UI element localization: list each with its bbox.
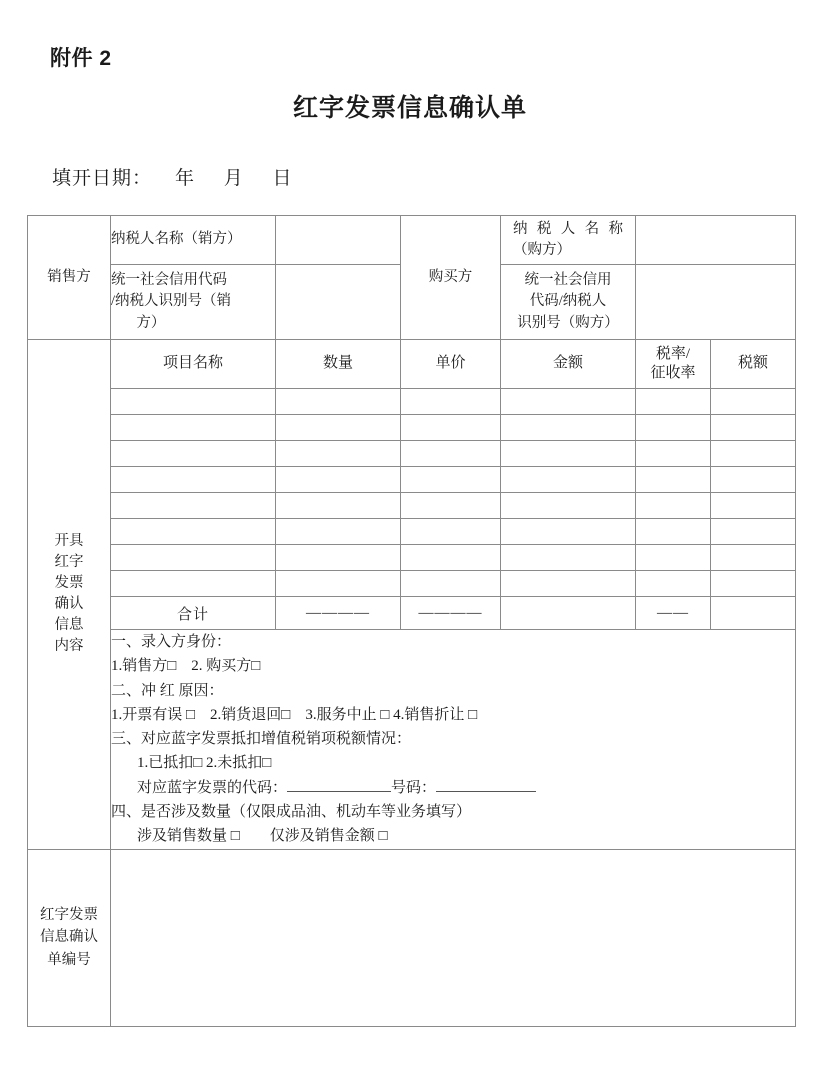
cell-tax-amount[interactable]: [711, 467, 796, 493]
notes-line-3: 二、冲 红 原因：: [111, 682, 224, 699]
cell-item-name[interactable]: [111, 467, 276, 493]
cell-item-name[interactable]: [111, 519, 276, 545]
table-row: [28, 467, 796, 493]
notes-line-8: 四、是否涉及数量（仅限成品油、机动车等业务填写）: [111, 804, 472, 821]
column-header-quantity: 数量: [276, 340, 401, 389]
notes-block: [111, 630, 796, 850]
cell-amount[interactable]: [501, 415, 636, 441]
table-row: [28, 389, 796, 415]
seller-name-label: 纳税人名称（销方）: [111, 216, 276, 265]
cell-amount[interactable]: [501, 389, 636, 415]
cell-tax-rate[interactable]: [636, 389, 711, 415]
cell-tax-rate[interactable]: [636, 519, 711, 545]
table-row: [28, 519, 796, 545]
cell-tax-amount[interactable]: [711, 441, 796, 467]
column-header-tax-amount: 税额: [711, 340, 796, 389]
notes-line-4[interactable]: 1.开票有误 □ 2.销货退回□ 3.服务中止 □ 4.销售折让 □: [111, 706, 478, 723]
cell-quantity[interactable]: [276, 493, 401, 519]
cell-quantity[interactable]: [276, 571, 401, 597]
cell-tax-rate[interactable]: [636, 415, 711, 441]
cell-amount[interactable]: [501, 493, 636, 519]
notes-line-1: 一、录入方身份：: [111, 634, 232, 650]
cell-quantity[interactable]: [276, 467, 401, 493]
tax-rate-header-line2: 征收率: [650, 365, 696, 381]
seller-id-label: 统一社会信用代码 /纳税人识别号（销 方）: [111, 265, 276, 340]
blue-invoice-code-label: 对应蓝字发票的代码：: [137, 779, 288, 796]
notes-line-6[interactable]: 1.已抵扣□ 2.未抵扣□: [137, 755, 272, 772]
cell-quantity[interactable]: [276, 415, 401, 441]
cell-item-name[interactable]: [111, 545, 276, 571]
cell-quantity[interactable]: [276, 545, 401, 571]
cell-item-name[interactable]: [111, 415, 276, 441]
total-label: 合计: [111, 597, 276, 630]
table-row: [28, 545, 796, 571]
table-row: [28, 415, 796, 441]
confirmation-label-line-1: 信息确认: [40, 929, 98, 946]
column-header-unit-price: 单价: [401, 340, 501, 389]
cell-tax-rate[interactable]: [636, 467, 711, 493]
buyer-name-value[interactable]: [636, 216, 796, 265]
cell-item-name[interactable]: [111, 441, 276, 467]
cell-unit-price[interactable]: [401, 467, 501, 493]
seller-name-row: [28, 216, 796, 265]
blue-invoice-number-input[interactable]: [436, 777, 536, 792]
item-header-row: [28, 340, 796, 389]
content-label-line-5: 内容: [54, 638, 84, 655]
notes-row: [28, 630, 796, 850]
buyer-id-label: [501, 265, 636, 340]
table-row: [28, 493, 796, 519]
column-header-tax-rate: [636, 340, 711, 389]
buyer-id-value[interactable]: [636, 265, 796, 340]
cell-unit-price[interactable]: [401, 441, 501, 467]
confirmation-number-row: [28, 849, 796, 1026]
attachment-label: 附件 2: [50, 47, 112, 70]
cell-item-name[interactable]: [111, 571, 276, 597]
buyer-id-label-line2: 代码/纳税人: [529, 293, 607, 310]
buyer-name-label-line1: 纳 税 人 名 称: [513, 220, 623, 237]
cell-tax-amount[interactable]: [711, 493, 796, 519]
notes-line-2[interactable]: 1.销售方□ 2. 购买方□: [111, 658, 261, 675]
total-unit-price: ————: [401, 597, 501, 630]
content-section-label: [28, 340, 111, 850]
cell-quantity[interactable]: [276, 389, 401, 415]
table-row: [28, 441, 796, 467]
cell-amount[interactable]: [501, 441, 636, 467]
cell-tax-rate[interactable]: [636, 571, 711, 597]
blue-invoice-code-input[interactable]: [287, 777, 391, 792]
total-row: [28, 597, 796, 630]
total-tax-amount[interactable]: [711, 597, 796, 630]
notes-line-9[interactable]: 涉及销售数量 □ 仅涉及销售金额 □: [137, 828, 388, 845]
column-header-amount: 金额: [501, 340, 636, 389]
cell-unit-price[interactable]: [401, 571, 501, 597]
buyer-id-label-line1: 统一社会信用: [524, 272, 612, 289]
table-row: [28, 571, 796, 597]
cell-unit-price[interactable]: [401, 545, 501, 571]
notes-line-7: [111, 776, 795, 800]
cell-tax-rate[interactable]: [636, 493, 711, 519]
cell-item-name[interactable]: [111, 493, 276, 519]
cell-unit-price[interactable]: [401, 389, 501, 415]
cell-amount[interactable]: [501, 519, 636, 545]
content-label-line-2: 发票: [54, 575, 84, 592]
cell-tax-amount[interactable]: [711, 415, 796, 441]
buyer-side-label: 购买方: [401, 216, 501, 340]
fill-date-line: 填开日期： 年 月 日: [52, 168, 293, 189]
seller-name-value[interactable]: [276, 216, 401, 265]
seller-id-value[interactable]: [276, 265, 401, 340]
cell-tax-rate[interactable]: [636, 545, 711, 571]
content-label-line-3: 确认: [54, 596, 84, 613]
tax-rate-header-line1: 税率/: [655, 345, 691, 362]
confirmation-number-value[interactable]: [111, 849, 796, 1026]
confirmation-label-line-2: 单编号: [47, 951, 91, 968]
cell-quantity[interactable]: [276, 519, 401, 545]
cell-amount[interactable]: [501, 545, 636, 571]
notes-line-5: 三、对应蓝字发票抵扣增值税销项税额情况：: [111, 731, 412, 748]
cell-unit-price[interactable]: [401, 519, 501, 545]
seller-side-label: 销售方: [28, 216, 111, 340]
column-header-item-name: 项目名称: [111, 340, 276, 389]
buyer-name-label: [501, 216, 636, 265]
cell-tax-amount[interactable]: [711, 571, 796, 597]
cell-amount[interactable]: [501, 571, 636, 597]
cell-tax-amount[interactable]: [711, 389, 796, 415]
cell-tax-amount[interactable]: [711, 545, 796, 571]
buyer-id-label-line3: 识别号（购方）: [517, 314, 619, 331]
total-quantity: ————: [276, 597, 401, 630]
content-label-line-0: 开具: [54, 533, 84, 550]
cell-tax-amount[interactable]: [711, 519, 796, 545]
cell-tax-rate[interactable]: [636, 441, 711, 467]
cell-unit-price[interactable]: [401, 415, 501, 441]
blue-invoice-number-label: 号码：: [391, 779, 437, 796]
cell-amount[interactable]: [501, 467, 636, 493]
confirmation-label-line-0: 红字发票: [40, 906, 98, 923]
cell-item-name[interactable]: [111, 389, 276, 415]
cell-quantity[interactable]: [276, 441, 401, 467]
content-label-line-1: 红字: [54, 554, 84, 571]
content-label-line-4: 信息: [54, 617, 84, 634]
page-title: 红字发票信息确认单: [292, 94, 527, 122]
invoice-confirmation-table: [27, 215, 796, 1027]
total-tax-rate: ——: [636, 597, 711, 630]
buyer-name-label-line2: （购方）: [513, 242, 571, 258]
total-amount[interactable]: [501, 597, 636, 630]
cell-unit-price[interactable]: [401, 493, 501, 519]
confirmation-number-label: [28, 849, 111, 1026]
